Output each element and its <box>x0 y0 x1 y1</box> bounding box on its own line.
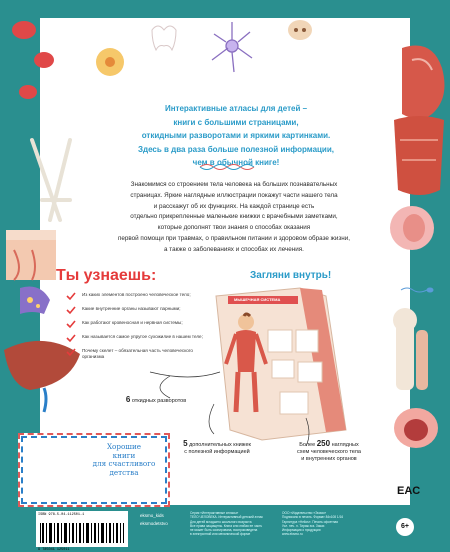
connector-line <box>150 372 220 377</box>
description-line: первой помощи при травмах, о правильном питании и здоровом образе жизни, <box>117 234 351 242</box>
fetus-icon <box>390 206 434 250</box>
description-line: и расскажут об их функциях. На каждой странице есть <box>153 202 315 210</box>
intro-line: откидными разворотами и яркими картинками. <box>141 131 331 140</box>
open-book-illustration <box>216 288 346 440</box>
description-line: Знакомимся со строением тела человека на больших познавательных <box>130 181 338 188</box>
intro-line: чем в обычной книге! <box>192 158 280 167</box>
social-links <box>140 512 168 527</box>
sperm-icon <box>401 288 433 292</box>
list-item: Почему скелет – обязательная часть человеческого организма <box>66 348 216 360</box>
intro-text <box>88 102 384 170</box>
isbn-block <box>36 511 128 552</box>
intro-line: Интерактивные атласы для детей – <box>164 104 308 113</box>
description-line: а также о заболеваниях и способах их лечения. <box>164 245 304 253</box>
synapse-icon <box>20 287 50 315</box>
skull-icon <box>288 20 312 40</box>
imprint-left: Серия «Интерактивные атласы» ТЕЛО ЧЕЛОВЕКА. Интерактивный детский атлас Для детей младшего школьного возраста Все права защищены. Книга или любая ее часть не может быть скопирована, воспроизведена в электронной или механической форме <box>190 511 263 537</box>
learn-heading: Ты узнаешь: <box>56 267 157 284</box>
look-inside-heading: Загляни внутрь! <box>250 270 332 281</box>
list-item: Как работают кровеносная и нервная системы; <box>66 320 216 329</box>
list-item: Какие внутренние органы называют парными; <box>66 306 216 315</box>
tooth-icon <box>152 26 176 50</box>
list-item: Как называется самое упругое сухожилие в нашем теле; <box>66 334 216 343</box>
barcode-digits: 9 785041 125011 <box>38 548 70 552</box>
list-item: Из каких элементов построено человеческое тело; <box>66 292 216 301</box>
connector-line <box>160 376 170 398</box>
dna-icon <box>200 162 254 172</box>
barcode-icon <box>38 523 126 543</box>
description-line: страницах. Яркие наглядные иллюстрации покажут части нашего тела <box>130 191 338 199</box>
eac-mark: EAC <box>397 485 421 497</box>
check-icon <box>66 348 76 356</box>
skeleton-icon <box>32 140 70 220</box>
mouth-icon <box>394 408 438 448</box>
muscle-torso-icon <box>394 116 444 195</box>
fact-booklets: 5 дополнительных книжек с полезной информацией <box>183 439 251 455</box>
description-line: отдельно прикрепленные маленькие книжки с врачебными заметками, <box>130 213 338 221</box>
blood-cells-icon <box>12 21 54 99</box>
skin-layers-icon <box>6 230 56 280</box>
fact-flaps: 6 откидных разворотов <box>125 395 187 404</box>
cell-icon <box>96 48 124 76</box>
connector-line <box>209 404 214 434</box>
check-icon <box>66 306 76 314</box>
postcard-stamp <box>18 433 170 507</box>
stamp-text: Хорошие книги для счастливого детства <box>92 442 156 477</box>
social-handle[interactable]: eksmo_kids <box>140 513 164 518</box>
check-icon <box>66 320 76 328</box>
description-text <box>76 180 392 256</box>
isbn-text: ISBN 978-5-04-112501-1 <box>38 513 85 517</box>
neuron-icon <box>212 22 252 72</box>
social-handle[interactable]: eksmodetstvo <box>140 520 168 526</box>
fact-diagrams: Более 250 наглядных схем человеческого тела и внутренних органов <box>297 439 361 462</box>
intro-line: Здесь в два раза больше полезной информации, <box>137 144 334 154</box>
check-icon <box>66 334 76 342</box>
imprint-right: ООО «Издательство «Эксмо» Подписано в печать. Формат 84x108 1/16 Гарнитура «Helios». Печать офсетная Усл. печ. л. Тираж экз. Заказ Информация о продукции www.eksmo.ru <box>282 511 344 537</box>
intro-line: книги с большими страницами, <box>173 117 299 127</box>
description-line: которые дополнят твои знания о способах оказания <box>157 224 311 232</box>
check-icon <box>66 292 76 300</box>
age-rating-badge: 6+ <box>396 518 414 536</box>
bone-joint-icon <box>393 308 428 390</box>
muscle-arm-icon <box>402 46 444 120</box>
learn-list <box>66 292 216 365</box>
book-page-title: МЫШЕЧНАЯ СИСТЕМА <box>234 297 281 302</box>
